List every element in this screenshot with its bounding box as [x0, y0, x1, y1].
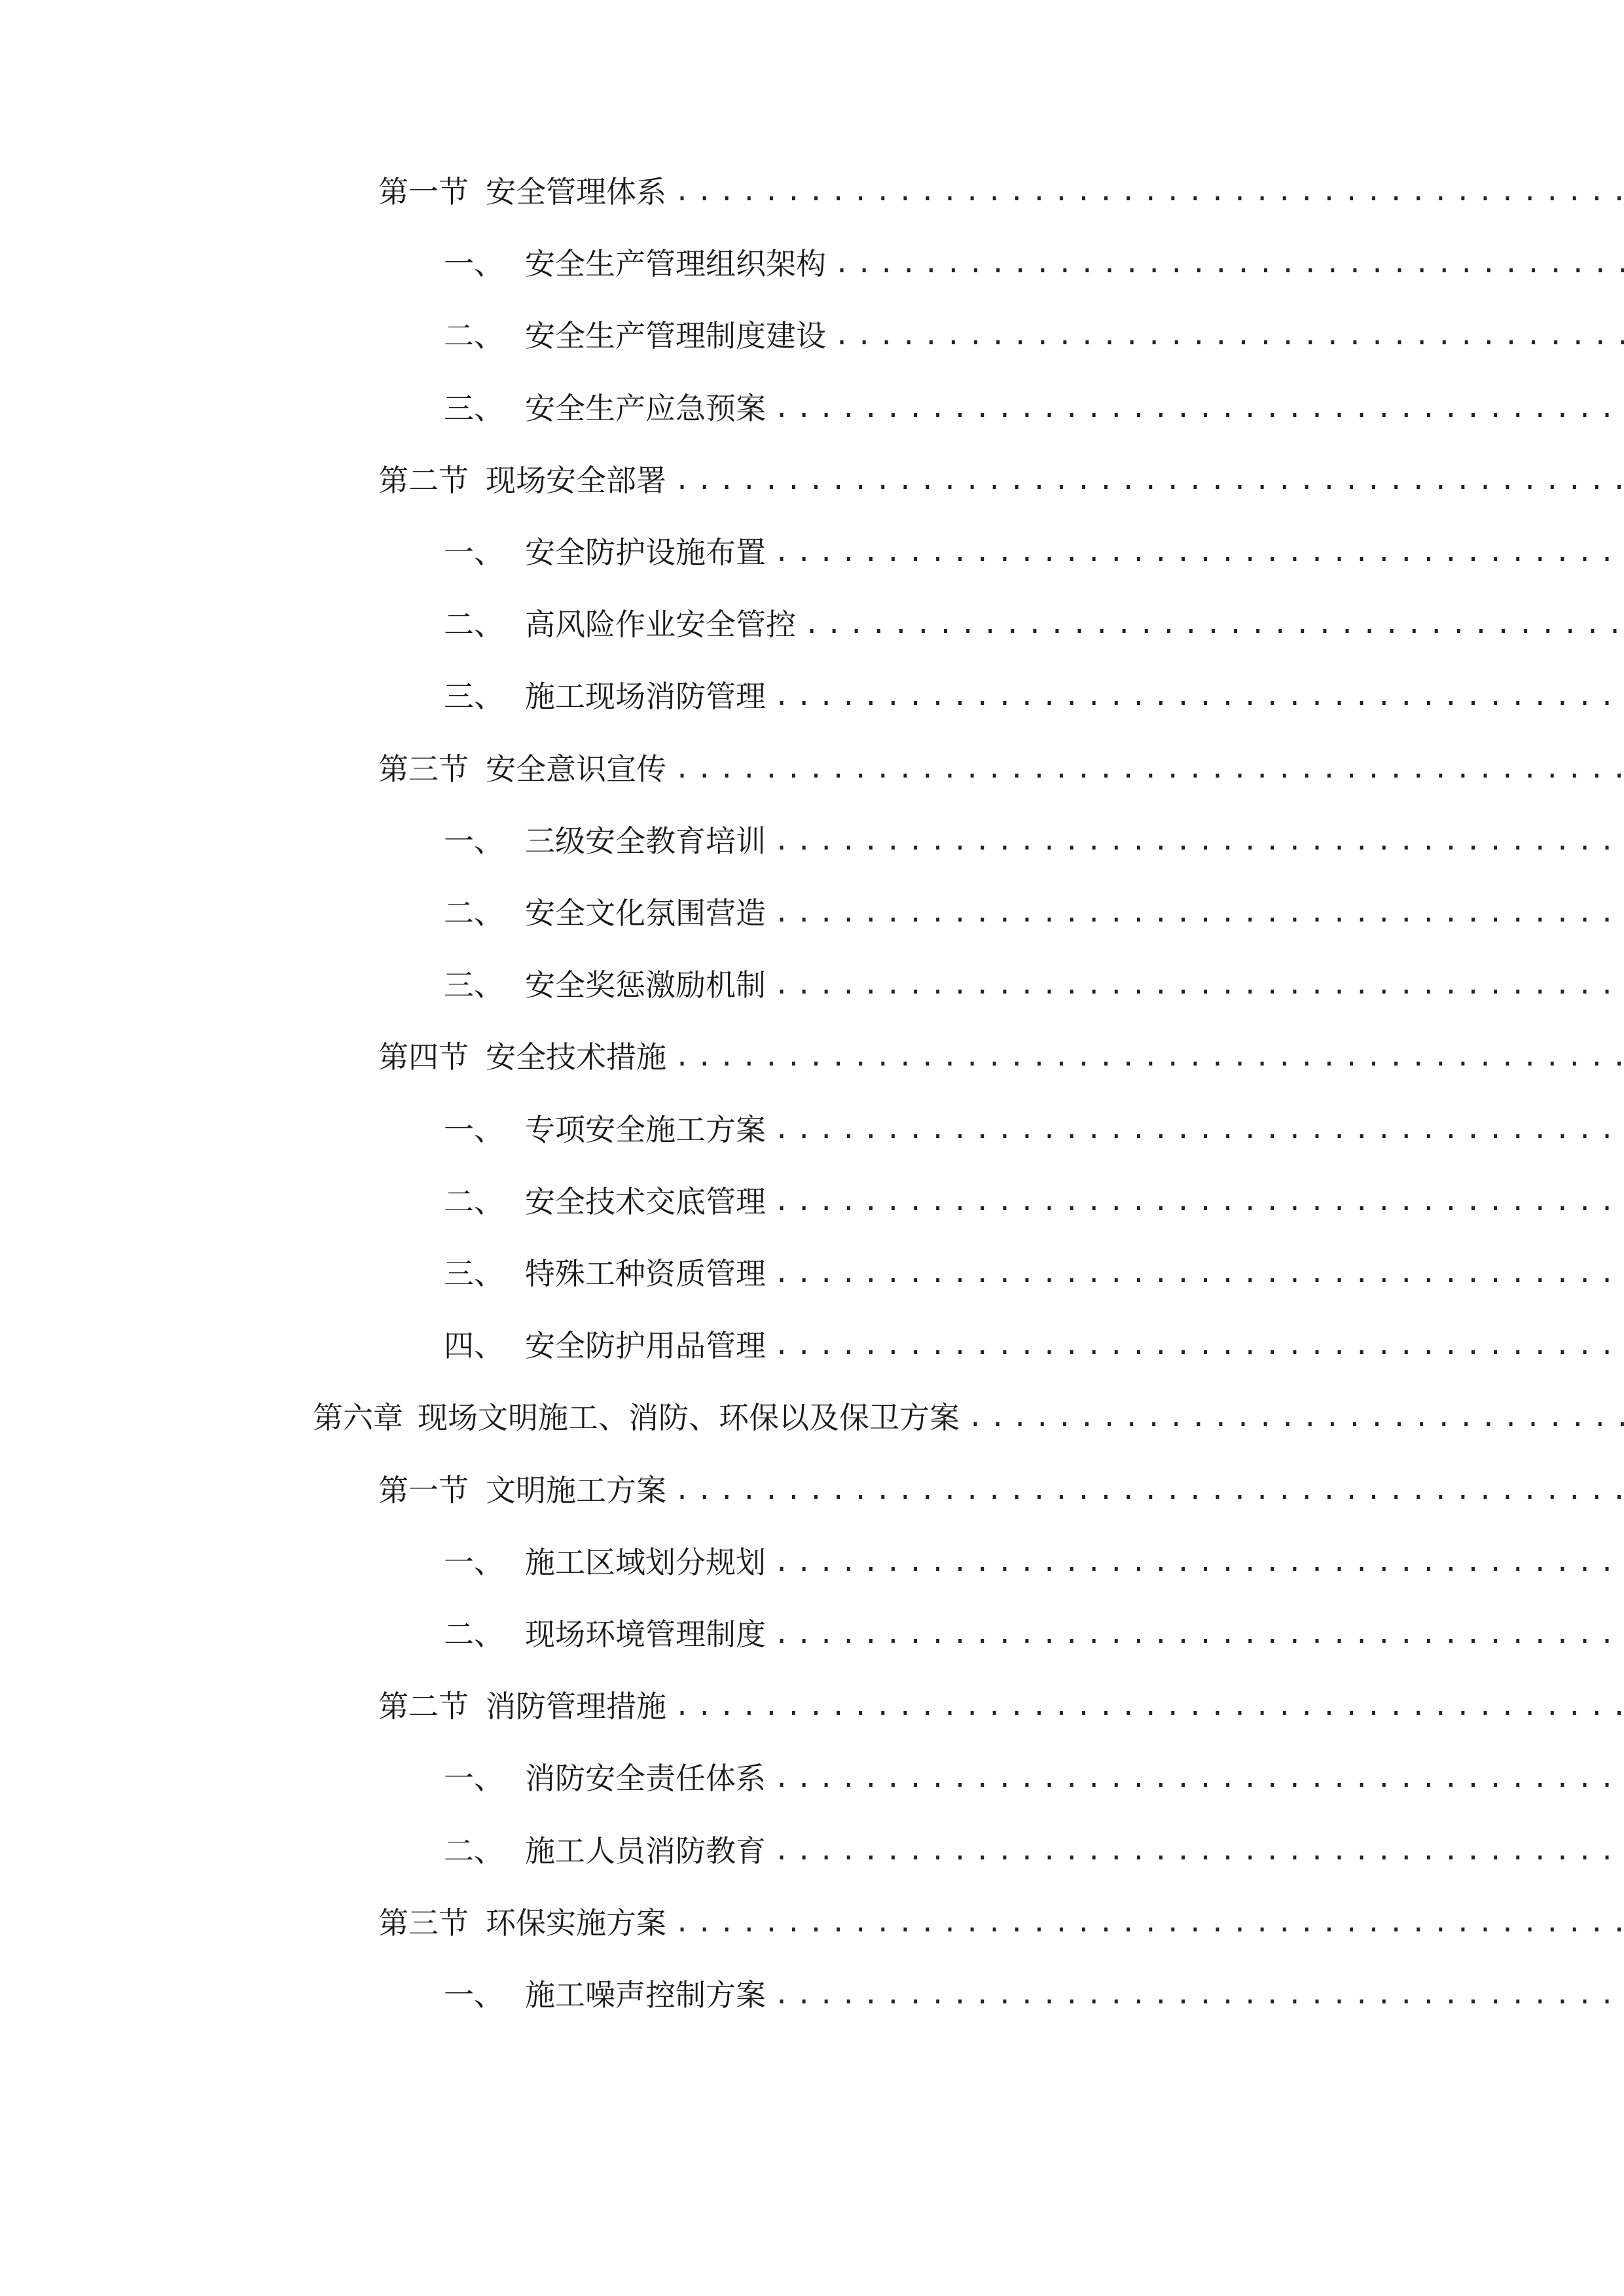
- dot-leader: [774, 1247, 1624, 1300]
- toc-entry-title: 施工区域划分规划: [525, 1545, 766, 1580]
- toc-entry-title: 现场环境管理制度: [525, 1617, 766, 1652]
- dot-leader: [674, 743, 1624, 795]
- toc-entry-number: 一、: [444, 1112, 504, 1147]
- dot-leader: [834, 238, 1624, 290]
- toc-entry-number: 第二节: [378, 1689, 469, 1724]
- toc-entry-number: 一、: [444, 535, 504, 570]
- toc-entry-title: 施工噪声控制方案: [525, 1977, 766, 2013]
- toc-entry-number: 第三节: [378, 1905, 469, 1941]
- dot-leader: [774, 526, 1624, 579]
- toc-entry-number: 第三节: [378, 751, 469, 787]
- toc-entry-title: 三级安全教育培训: [525, 823, 766, 859]
- toc-entry-number: 第四节: [378, 1039, 469, 1075]
- toc-entry-number: 第一节: [378, 174, 469, 209]
- toc-item-row[interactable]: [0, 1969, 1624, 2021]
- toc-entry-title: 安全防护用品管理: [525, 1328, 766, 1363]
- toc-item-row[interactable]: [0, 238, 1624, 290]
- toc-entry-title: 高风险作业安全管控: [525, 607, 796, 642]
- toc-entry-title: 特殊工种资质管理: [525, 1256, 766, 1291]
- toc-entry-number: 一、: [444, 1545, 504, 1580]
- dot-leader: [774, 1175, 1624, 1228]
- dot-leader: [774, 1969, 1624, 2021]
- dot-leader: [774, 959, 1624, 1011]
- toc-entry-title: 安全生产管理组织架构: [525, 246, 826, 281]
- toc-item-row[interactable]: [0, 1175, 1624, 1228]
- toc-item-row[interactable]: [0, 526, 1624, 579]
- dot-leader: [967, 1391, 1624, 1444]
- toc-entry-title: 安全意识宣传: [486, 751, 666, 787]
- toc-item-row[interactable]: [0, 959, 1624, 1011]
- toc-entry-number: 第一节: [378, 1473, 469, 1508]
- dot-leader: [674, 1464, 1624, 1516]
- toc-entry-title: 安全生产应急预案: [525, 391, 766, 426]
- toc-section-row[interactable]: [0, 1680, 1624, 1732]
- toc-entry-title: 现场文明施工、消防、环保以及保卫方案: [418, 1400, 960, 1435]
- toc-entry-title: 安全技术交底管理: [525, 1184, 766, 1219]
- dot-leader: [674, 1031, 1624, 1083]
- toc-entry-number: 一、: [444, 246, 504, 281]
- toc-item-row[interactable]: [0, 310, 1624, 362]
- toc-entry-title: 安全生产管理制度建设: [525, 318, 826, 353]
- toc-entry-number: 三、: [444, 967, 504, 1003]
- toc-section-row[interactable]: [0, 1031, 1624, 1083]
- toc-item-row[interactable]: [0, 382, 1624, 435]
- toc-item-row[interactable]: [0, 1825, 1624, 1877]
- toc-item-row[interactable]: [0, 815, 1624, 867]
- dot-leader: [674, 1680, 1624, 1732]
- dot-leader: [774, 1825, 1624, 1877]
- toc-entry-title: 安全防护设施布置: [525, 535, 766, 570]
- toc-entry-number: 第二节: [378, 463, 469, 498]
- toc-entry-number: 一、: [444, 823, 504, 859]
- toc-item-row[interactable]: [0, 1536, 1624, 1588]
- toc-item-row[interactable]: [0, 670, 1624, 723]
- toc-entry-number: 二、: [444, 1833, 504, 1869]
- toc-entry-number: 二、: [444, 318, 504, 353]
- toc-entry-number: 一、: [444, 1977, 504, 2013]
- toc-item-row[interactable]: [0, 1319, 1624, 1372]
- toc-section-row[interactable]: [0, 743, 1624, 795]
- dot-leader: [774, 670, 1624, 723]
- toc-entry-title: 安全奖惩激励机制: [525, 967, 766, 1003]
- toc-item-row[interactable]: [0, 1752, 1624, 1804]
- toc-section-row[interactable]: [0, 454, 1624, 507]
- toc-section-row[interactable]: [0, 166, 1624, 218]
- dot-leader: [674, 166, 1624, 218]
- toc-section-row[interactable]: [0, 1897, 1624, 1949]
- dot-leader: [774, 815, 1624, 867]
- toc-item-row[interactable]: [0, 1608, 1624, 1660]
- toc-entry-title: 安全技术措施: [486, 1039, 666, 1075]
- toc-entry-number: 一、: [444, 1761, 504, 1796]
- toc-entry-number: 第六章: [313, 1400, 403, 1435]
- toc-entry-title: 安全管理体系: [486, 174, 666, 209]
- dot-leader: [774, 1103, 1624, 1156]
- toc-item-row[interactable]: [0, 598, 1624, 651]
- toc-chapter-row[interactable]: [0, 1391, 1624, 1444]
- dot-leader: [774, 1608, 1624, 1660]
- toc-item-row[interactable]: [0, 1247, 1624, 1300]
- toc-entry-title: 安全文化氛围营造: [525, 895, 766, 931]
- toc-item-row[interactable]: [0, 887, 1624, 939]
- dot-leader: [674, 1897, 1624, 1949]
- toc-entry-title: 消防管理措施: [486, 1689, 666, 1724]
- toc-entry-number: 二、: [444, 895, 504, 931]
- toc-entry-title: 施工人员消防教育: [525, 1833, 766, 1869]
- toc-entry-title: 施工现场消防管理: [525, 679, 766, 714]
- toc-entry-title: 环保实施方案: [486, 1905, 666, 1941]
- toc-entry-title: 消防安全责任体系: [525, 1761, 766, 1796]
- dot-leader: [834, 310, 1624, 362]
- dot-leader: [804, 598, 1624, 651]
- dot-leader: [774, 1536, 1624, 1588]
- toc-entry-title: 专项安全施工方案: [525, 1112, 766, 1147]
- toc-entry-number: 二、: [444, 1617, 504, 1652]
- toc-section-row[interactable]: [0, 1464, 1624, 1516]
- toc-item-row[interactable]: [0, 1103, 1624, 1156]
- toc-entry-title: 文明施工方案: [486, 1473, 666, 1508]
- dot-leader: [774, 1319, 1624, 1372]
- toc-entry-title: 现场安全部署: [486, 463, 666, 498]
- toc-entry-number: 二、: [444, 1184, 504, 1219]
- toc-entry-number: 三、: [444, 391, 504, 426]
- dot-leader: [774, 382, 1624, 435]
- dot-leader: [774, 887, 1624, 939]
- dot-leader: [774, 1752, 1624, 1804]
- toc-entry-number: 四、: [444, 1328, 504, 1363]
- toc-entry-number: 二、: [444, 607, 504, 642]
- dot-leader: [674, 454, 1624, 507]
- toc-entry-number: 三、: [444, 679, 504, 714]
- toc-entry-number: 三、: [444, 1256, 504, 1291]
